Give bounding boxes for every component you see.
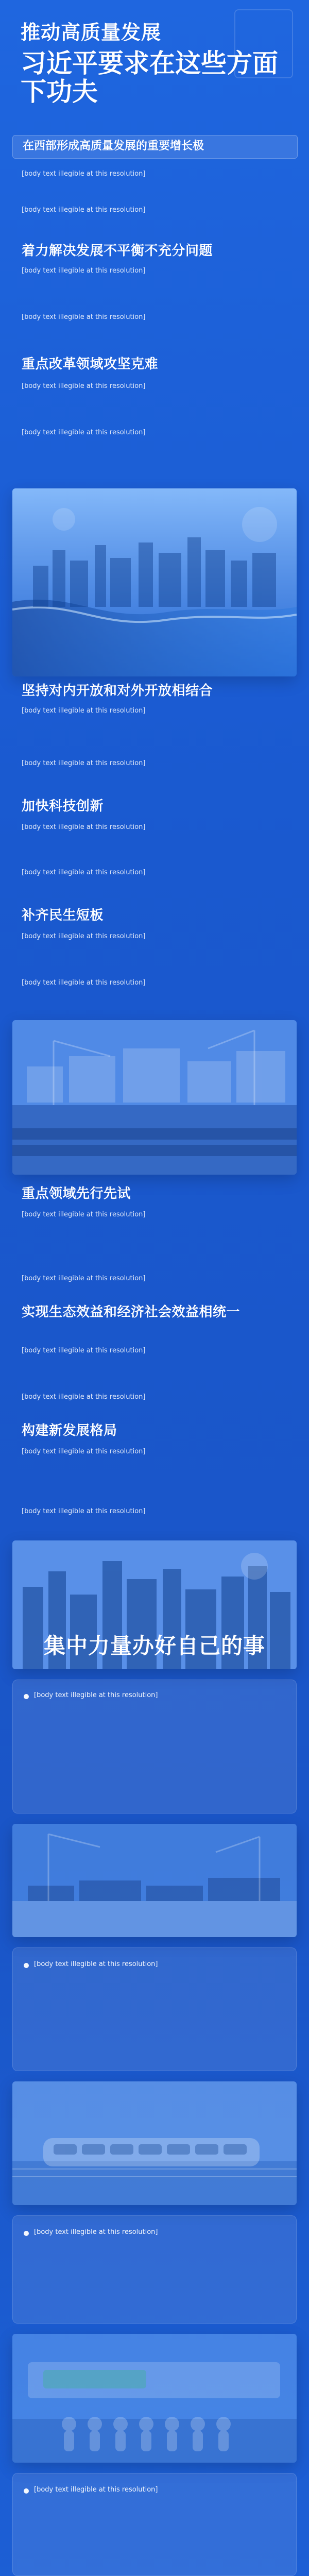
section-7-paragraph-2: [body text illegible at this resolution] bbox=[22, 1393, 146, 1401]
section-5-paragraph-1: [body text illegible at this resolution] bbox=[22, 933, 146, 940]
section-heading-1: 着力解决发展不平衡不充分问题 bbox=[22, 243, 213, 259]
bullet-dot-3 bbox=[24, 2231, 29, 2236]
section-1-paragraph-1: [body text illegible at this resolution] bbox=[22, 267, 146, 275]
section-6-paragraph-1: [body text illegible at this resolution] bbox=[22, 1211, 146, 1218]
bullet-dot-2 bbox=[24, 1963, 29, 1968]
section-heading-6: 重点领域先行先试 bbox=[22, 1186, 131, 1201]
section-heading-5: 补齐民生短板 bbox=[22, 908, 104, 923]
section-3-paragraph-2: [body text illegible at this resolution] bbox=[22, 759, 146, 767]
city-river-image bbox=[12, 488, 297, 676]
focus-title: 集中力量办好自己的事 bbox=[43, 1633, 265, 1658]
container-terminal-image bbox=[12, 1824, 297, 1937]
train-image bbox=[12, 2081, 297, 2205]
focus-item-3: [body text illegible at this resolution] bbox=[34, 2228, 158, 2236]
industrial-port-image bbox=[12, 1020, 297, 1175]
page-title-main: 习近平要求在这些方面下功夫 bbox=[21, 48, 278, 107]
section-8-paragraph-1: [body text illegible at this resolution] bbox=[22, 1448, 146, 1455]
bullet-dot-1 bbox=[24, 1694, 29, 1699]
section-6-paragraph-2: [body text illegible at this resolution] bbox=[22, 1275, 146, 1282]
section-4-paragraph-1: [body text illegible at this resolution] bbox=[22, 823, 146, 831]
bullet-dot-4 bbox=[24, 2488, 29, 2494]
section-8-paragraph-2: [body text illegible at this resolution] bbox=[22, 1507, 146, 1515]
focus-item-2: [body text illegible at this resolution] bbox=[34, 1960, 158, 1968]
page-title-top: 推动高质量发展 bbox=[21, 21, 162, 44]
intro-paragraph-2: [body text illegible at this resolution] bbox=[22, 206, 146, 214]
factory-workers-image bbox=[12, 2334, 297, 2463]
section-heading-7: 实现生态效益和经济社会效益相统一 bbox=[22, 1304, 241, 1320]
section-2-paragraph-2: [body text illegible at this resolution] bbox=[22, 429, 146, 436]
section-4-paragraph-2: [body text illegible at this resolution] bbox=[22, 869, 146, 876]
section-7-paragraph-1: [body text illegible at this resolution] bbox=[22, 1347, 146, 1354]
section-heading-2: 重点改革领域攻坚克难 bbox=[22, 357, 159, 372]
section-1-paragraph-2: [body text illegible at this resolution] bbox=[22, 313, 146, 321]
focus-item-4: [body text illegible at this resolution] bbox=[34, 2486, 158, 2494]
section-5-paragraph-2: [body text illegible at this resolution] bbox=[22, 979, 146, 987]
section-heading-3: 坚持对内开放和对外开放相结合 bbox=[22, 683, 213, 699]
section-heading-4: 加快科技创新 bbox=[22, 799, 104, 814]
intro-banner-text: 在西部形成高质量发展的重要增长极 bbox=[23, 140, 204, 152]
section-2-paragraph-1: [body text illegible at this resolution] bbox=[22, 382, 146, 390]
focus-item-1: [body text illegible at this resolution] bbox=[34, 1691, 158, 1699]
intro-paragraph-1: [body text illegible at this resolution] bbox=[22, 170, 146, 178]
section-3-paragraph-1: [body text illegible at this resolution] bbox=[22, 707, 146, 715]
section-heading-8: 构建新发展格局 bbox=[22, 1423, 117, 1438]
